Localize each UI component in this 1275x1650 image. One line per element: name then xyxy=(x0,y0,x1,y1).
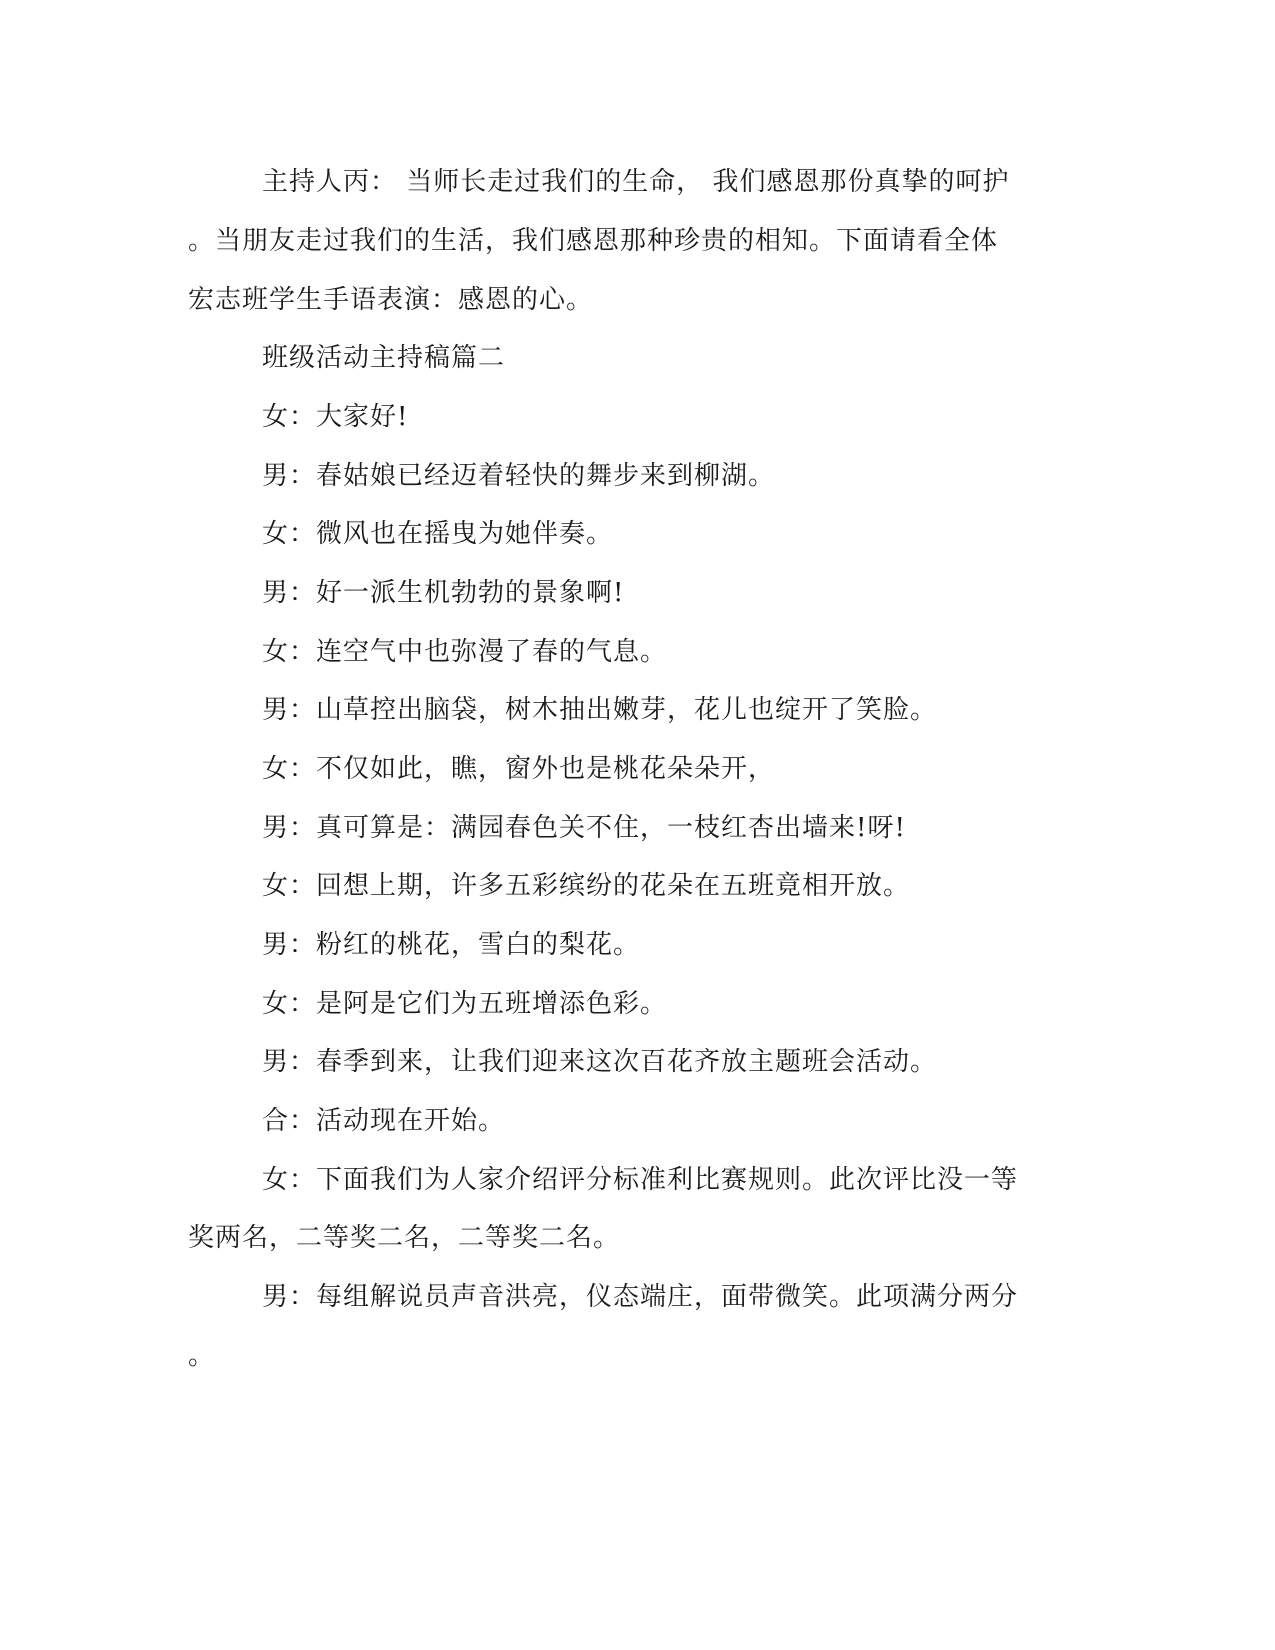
dialogue-line: 女：大家好! xyxy=(262,402,409,432)
dialogue-line: 女：不仅如此，瞧，窗外也是桃花朵朵开， xyxy=(262,754,776,784)
dialogue-line: 合：活动现在开始。 xyxy=(262,1106,506,1136)
paragraph-1-line-2: 。当朋友走过我们的生活，我们感恩那种珍贵的相知。下面请看全体 xyxy=(188,226,999,256)
dialogue-line: 女：微风也在摇曳为她伴奏。 xyxy=(262,519,614,549)
dialogue-line: 女：回想上期，许多五彩缤纷的花朵在五班竟相开放。 xyxy=(262,871,911,901)
paragraph-1-line-3: 宏志班学生手语表演：感恩的心。 xyxy=(188,285,594,315)
section-title: 班级活动主持稿篇二 xyxy=(262,343,506,373)
dialogue-line: 女：是阿是它们为五班增添色彩。 xyxy=(262,989,668,1019)
dialogue-line: 男：粉红的桃花，雪白的梨花。 xyxy=(262,930,641,960)
dialogue-line: 男：山草控出脑袋，树木抽出嫩芽，花儿也绽开了笑脸。 xyxy=(262,695,938,725)
dialogue-line: 男：春季到来，让我们迎来这次百花齐放主题班会活动。 xyxy=(262,1047,938,1077)
score-line-1: 男：每组解说员声音洪亮，仪态端庄，面带微笑。此项满分两分 xyxy=(262,1282,1019,1312)
rules-line-2: 奖两名，二等奖二名，二等奖二名。 xyxy=(188,1223,621,1253)
score-line-2: 。 xyxy=(188,1341,216,1371)
paragraph-1-line-1: 主持人丙： 当师长走过我们的生命， 我们感恩那份真挚的呵护 xyxy=(262,167,1010,197)
dialogue-line: 男：好一派生机勃勃的景象啊! xyxy=(262,578,625,608)
dialogue-line: 女：连空气中也弥漫了春的气息。 xyxy=(262,637,668,667)
dialogue-line: 男：真可算是：满园春色关不住，一枝红杏出墙来!呀! xyxy=(262,813,906,843)
rules-line-1: 女：下面我们为人家介绍评分标准利比赛规则。此次评比没一等 xyxy=(262,1165,1019,1195)
dialogue-line: 男：春姑娘已经迈着轻快的舞步来到柳湖。 xyxy=(262,461,776,491)
